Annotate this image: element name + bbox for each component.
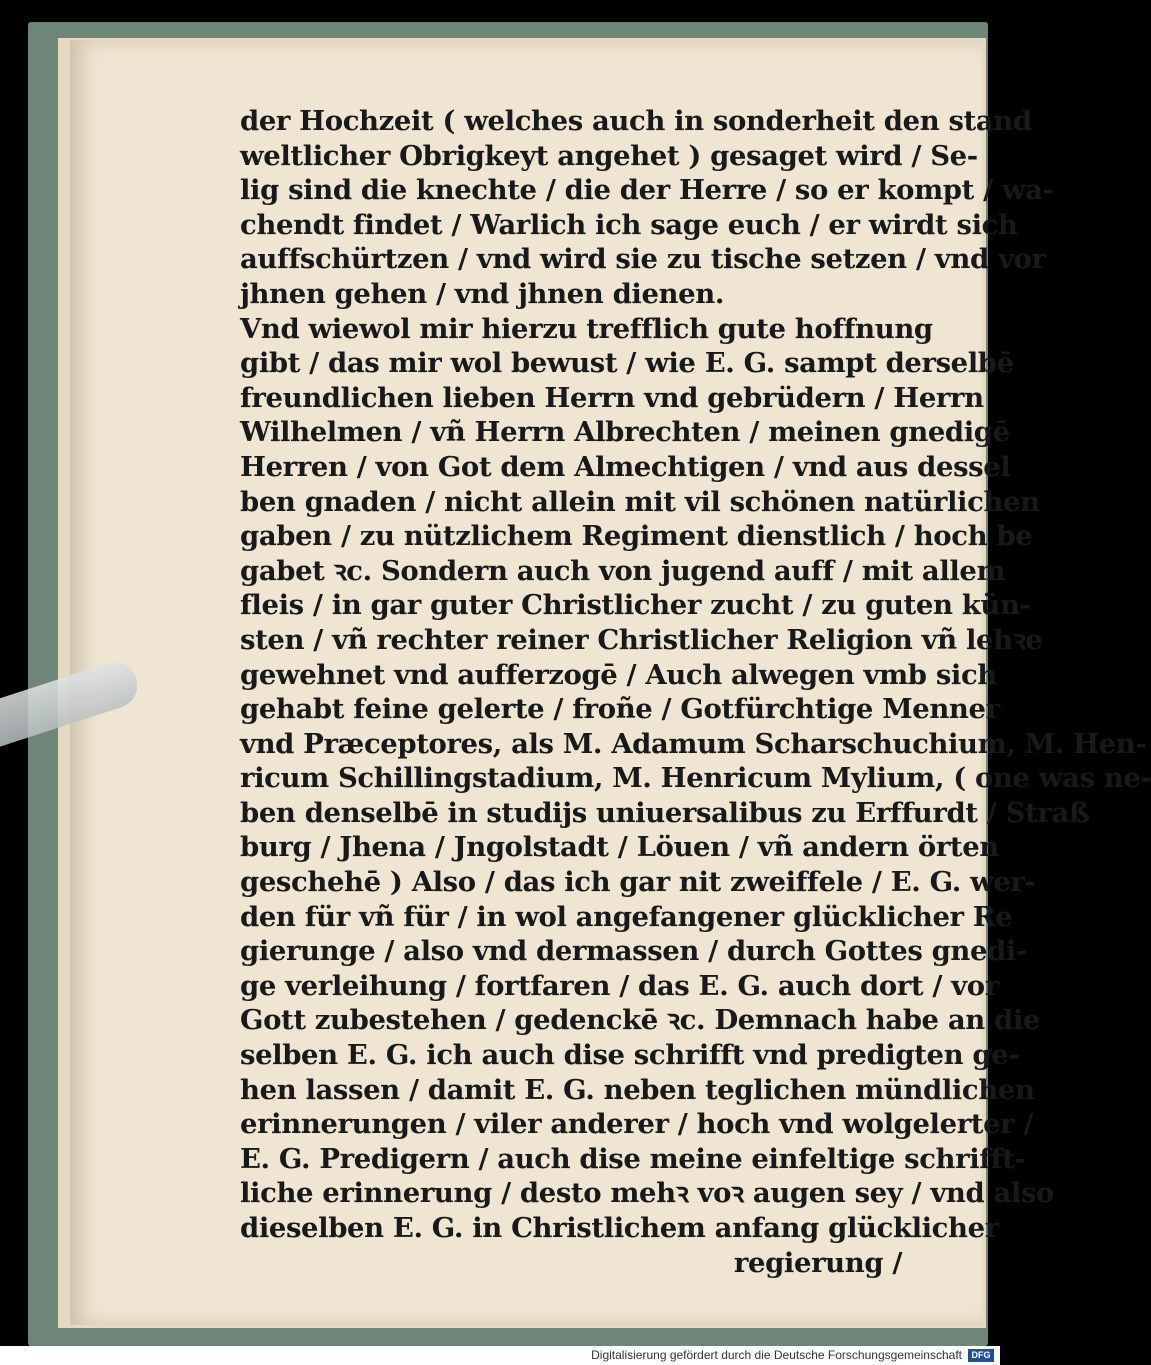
text-line: Herren / von Got dem Almechtigen / vnd aus dessel (240, 450, 1011, 483)
text-line: Wilhelmen / vñ Herrn Albrechten / meinen gnedigē (240, 416, 1010, 449)
text-line: chendt findet / Warlich ich sage euch / er wirdt sich (240, 208, 1018, 241)
text-line: geschehē ) Also / das ich gar nit zweiffele / E. G. wer- (240, 866, 1036, 899)
text-line: ben denselbē in studijs uniuersalibus zu Erffurdt / Straß (240, 796, 1090, 829)
text-line: weltlicher Obrigkeyt angehet ) gesaget wird / Se- (240, 139, 978, 172)
digitization-credit: Digitalisierung gefördert durch die Deutsche Forschungsgemeinschaft (591, 1348, 962, 1362)
text-line: gewehnet vnd aufferzogē / Auch alwegen vmb sich (240, 658, 997, 691)
text-line: gierunge / also vnd dermassen / durch Gottes gnedi- (240, 935, 1027, 968)
text-line: dieselben E. G. in Christlichem anfang glücklicher (240, 1212, 999, 1244)
text-line: liche erinnerung / desto mehꝛ voꝛ augen sey / vnd also (240, 1177, 1054, 1210)
text-line: E. G. Predigern / auch dise meine einfeltige schrifft- (240, 1142, 1026, 1175)
footer-bar (0, 1346, 1000, 1365)
text-line: jhnen gehen / vnd jhnen dienen. (240, 277, 725, 310)
text-line: ge verleihung / fortfaren / das E. G. auch dort / vor (240, 969, 999, 1002)
text-line: vnd Præceptores, als M. Adamum Scharschuchium, M. Hen- (240, 727, 1147, 760)
page-text (240, 104, 1151, 1280)
text-line: lig sind die knechte / die der Herre / so er kompt / wa- (240, 174, 1054, 207)
text-line: Vnd wiewol mir hierzu trefflich gute hoffnung (240, 312, 933, 345)
text-line: gehabt feine gelerte / froñe / Gotfürchtige Menner (240, 693, 1000, 726)
text-line: sten / vñ rechter reiner Christlicher Religion vñ lehꝛe (240, 623, 1043, 656)
text-line: den für vñ für / in wol angefangener glücklicher Re (240, 900, 1013, 933)
text-line: ricum Schillingstadium, M. Henricum Mylium, ( one was ne- (240, 762, 1151, 795)
text-line: burg / Jhena / Jngolstadt / Löuen / vñ andern örten (240, 831, 999, 864)
text-line: der Hochzeit ( welches auch in sonderheit den stand (240, 105, 1032, 137)
dfg-logo: DFG (968, 1349, 994, 1362)
text-line: Gott zubestehen / gedenckē ꝛc. Demnach habe an die (240, 1004, 1040, 1037)
text-line: ben gnaden / nicht allein mit vil schönen natürlichen (240, 485, 1040, 518)
text-line: gaben / zu nützlichem Regiment dienstlich / hoch be (240, 520, 1033, 553)
text-line: erinnerungen / viler anderer / hoch vnd wolgelerter / (240, 1108, 1034, 1141)
text-line: regierung / (733, 1246, 902, 1279)
text-line: freundlichen lieben Herrn vnd gebrüdern / Herrn (240, 381, 984, 414)
text-line: selben E. G. ich auch dise schrifft vnd predigten ge- (240, 1039, 1020, 1072)
text-line: gibt / das mir wol bewust / wie E. G. sampt derselbē (240, 347, 1014, 380)
text-line: gabet ꝛc. Sondern auch von jugend auff / mit allem (240, 554, 1006, 587)
text-line: hen lassen / damit E. G. neben teglichen mündlichen (240, 1073, 1035, 1106)
text-line: auffschürtzen / vnd wird sie zu tische setzen / vnd vor (240, 243, 1046, 276)
text-line: fleis / in gar guter Christlicher zucht / zu guten kün- (240, 589, 1031, 622)
